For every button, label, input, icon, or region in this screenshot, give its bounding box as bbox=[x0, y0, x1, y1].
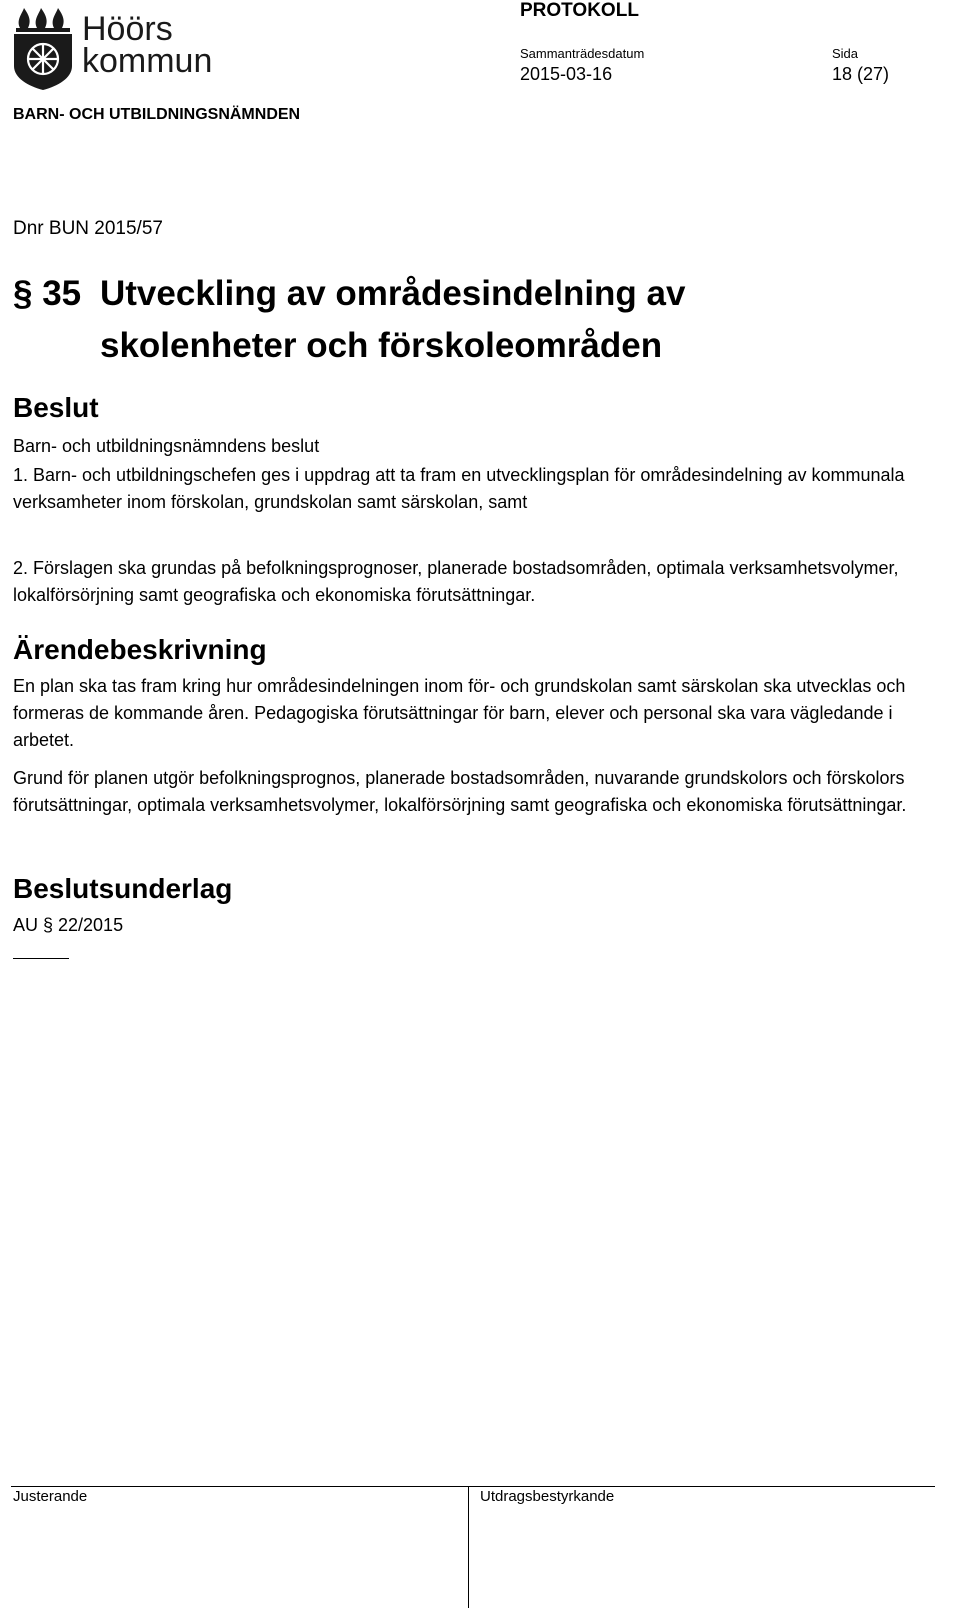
description-paragraph-2: Grund för planen utgör befolkningsprognos, planerade bostadsområden, nuvarande grundskolors och förskolors förutsättningar, optimala verksamhetsvolymer, lokalförsörjning samt geografiska och ekonomiska förutsättningar. bbox=[13, 768, 907, 815]
basis-heading: Beslutsunderlag bbox=[13, 873, 233, 904]
end-rule bbox=[13, 958, 69, 959]
footer-left-label: Justerande bbox=[13, 1488, 88, 1505]
document-type: PROTOKOLL bbox=[520, 0, 639, 21]
decision-item-1: 1. Barn- och utbildningschefen ges i uppdrag att ta fram en utvecklingsplan för områdesindelning av kommunala verksamheter inom förskolan, grundskolan samt särskolan, samt bbox=[13, 465, 905, 512]
description-heading: Ärendebeskrivning bbox=[13, 634, 267, 665]
footer-rule bbox=[11, 1486, 935, 1487]
meeting-date-label: Sammanträdesdatum bbox=[520, 46, 645, 61]
decision-intro: Barn- och utbildningsnämndens beslut bbox=[13, 436, 320, 456]
footer-divider bbox=[468, 1486, 469, 1608]
section-number: § 35 bbox=[13, 274, 82, 313]
case-number: Dnr BUN 2015/57 bbox=[13, 218, 163, 239]
section-heading: Utveckling av områdesindelning av skolenheter och förskoleområden bbox=[100, 274, 686, 365]
logo-text-line1: Höörs bbox=[82, 10, 173, 48]
decision-item-2: 2. Förslagen ska grundas på befolkningsprognoser, planerade bostadsområden, optimala verksamhetsvolymer, lokalförsörjning samt geografiska och ekonomiska förutsättningar. bbox=[13, 558, 899, 605]
committee-name: BARN- OCH UTBILDNINGSNÄMNDEN bbox=[13, 106, 301, 123]
page-number: 18 (27) bbox=[832, 64, 890, 84]
meeting-date: 2015-03-16 bbox=[520, 64, 613, 84]
decision-heading: Beslut bbox=[13, 392, 99, 423]
hoor-kommun-logo bbox=[12, 4, 242, 90]
footer-right-label: Utdragsbestyrkande bbox=[480, 1488, 615, 1505]
crest-icon bbox=[12, 4, 242, 90]
logo-text-line2: kommun bbox=[82, 42, 213, 80]
page-label: Sida bbox=[832, 46, 859, 61]
section-title bbox=[13, 268, 933, 372]
basis-reference: AU § 22/2015 bbox=[13, 915, 124, 935]
description-paragraph-1: En plan ska tas fram kring hur områdesindelningen inom för- och grundskolan samt särskolan ska utvecklas och formeras de kommande åren. Pedagogiska förutsättningar för barn, elever och personal ska vara vägledande i arbetet. bbox=[13, 676, 906, 750]
